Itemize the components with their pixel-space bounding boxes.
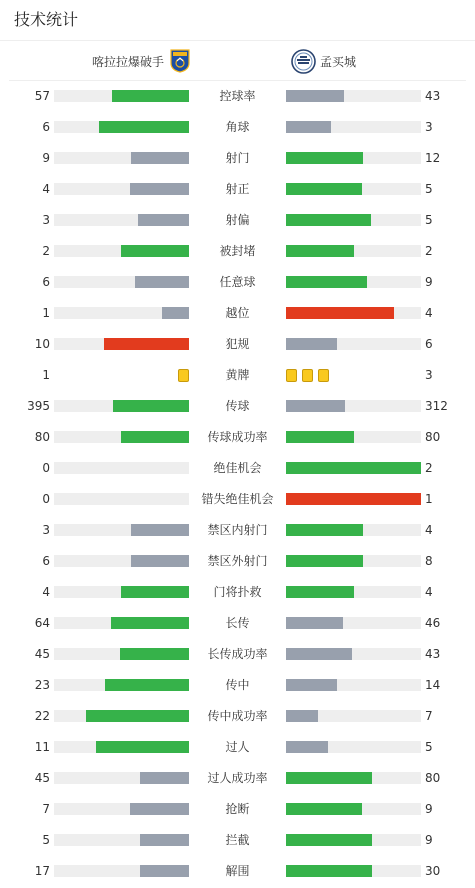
stat-label: 控球率	[219, 89, 256, 103]
stat-label: 过人	[225, 740, 250, 754]
stat-row	[0, 515, 475, 546]
away-bar-track	[286, 648, 421, 660]
stat-label: 犯规	[225, 337, 250, 351]
home-bar-fill	[99, 121, 189, 133]
home-value: 4	[42, 585, 50, 599]
stat-row	[0, 670, 475, 701]
home-bar-track	[54, 834, 189, 846]
away-bar-fill	[286, 493, 421, 505]
home-bar-track	[54, 152, 189, 164]
away-value: 43	[425, 89, 441, 103]
home-bar-track	[54, 865, 189, 877]
home-value: 45	[34, 771, 50, 785]
away-bar-track	[286, 307, 421, 319]
away-bar-track	[286, 741, 421, 753]
away-value: 9	[425, 275, 433, 289]
home-bar-fill	[111, 617, 189, 629]
home-bar-fill	[121, 586, 189, 598]
stat-row	[0, 112, 475, 143]
stat-row	[0, 174, 475, 205]
stat-label: 传球成功率	[207, 430, 268, 444]
home-bar-track	[54, 679, 189, 691]
away-bar-fill	[286, 772, 372, 784]
stat-label: 传中	[225, 678, 250, 692]
home-bar-track	[54, 648, 189, 660]
away-bar-fill	[286, 214, 371, 226]
stat-label: 射偏	[225, 213, 250, 227]
home-bar-fill	[140, 834, 189, 846]
away-value: 4	[425, 585, 433, 599]
away-value: 2	[425, 461, 433, 475]
stat-row	[0, 701, 475, 732]
away-bar-track	[286, 152, 421, 164]
home-value: 0	[42, 461, 50, 475]
home-bar-track	[54, 617, 189, 629]
stat-label: 抢断	[225, 802, 250, 816]
stat-row	[0, 267, 475, 298]
away-bar-fill	[286, 648, 352, 660]
away-bar-track	[286, 214, 421, 226]
stat-label: 禁区内射门	[207, 523, 268, 537]
home-value: 2	[42, 244, 50, 258]
away-value: 8	[425, 554, 433, 568]
stat-row	[0, 732, 475, 763]
yellow-card-icon	[318, 369, 329, 382]
away-bar-fill	[286, 276, 367, 288]
home-value: 6	[42, 554, 50, 568]
home-value: 1	[42, 368, 50, 382]
home-value: 0	[42, 492, 50, 506]
home-value: 17	[34, 864, 50, 878]
home-bar-track	[54, 431, 189, 443]
stat-label: 传球	[225, 399, 250, 413]
away-bar-track	[286, 400, 421, 412]
stat-row	[0, 453, 475, 484]
stat-row	[0, 81, 475, 112]
home-bar-track	[54, 276, 189, 288]
away-bar-fill	[286, 245, 354, 257]
home-bar-fill	[86, 710, 189, 722]
away-value: 5	[425, 740, 433, 754]
stat-label: 角球	[225, 120, 250, 134]
stat-label: 错失绝佳机会	[201, 492, 274, 506]
stat-row	[0, 608, 475, 639]
home-bar-track	[54, 90, 189, 102]
away-team[interactable]	[291, 49, 356, 74]
away-bar-track	[286, 90, 421, 102]
away-value: 7	[425, 709, 433, 723]
home-bar-track	[54, 493, 189, 505]
home-bar-fill	[131, 555, 189, 567]
away-bar-track	[286, 803, 421, 815]
stat-label: 门将扑救	[213, 585, 262, 599]
away-bar-track	[286, 493, 421, 505]
stat-label: 射正	[225, 182, 250, 196]
away-value: 4	[425, 306, 433, 320]
away-yellow-cards	[286, 369, 329, 382]
home-bar-track	[54, 307, 189, 319]
home-value: 7	[42, 802, 50, 816]
home-bar-track	[54, 245, 189, 257]
stat-label: 禁区外射门	[207, 554, 268, 568]
home-bar-fill	[162, 307, 189, 319]
away-bar-fill	[286, 183, 362, 195]
away-value: 80	[425, 771, 441, 785]
home-bar-fill	[105, 679, 189, 691]
away-bar-track	[286, 338, 421, 350]
stat-label: 越位	[225, 306, 250, 320]
away-value: 3	[425, 120, 433, 134]
away-bar-track	[286, 555, 421, 567]
away-value: 2	[425, 244, 433, 258]
away-bar-fill	[286, 152, 363, 164]
stat-row	[0, 298, 475, 329]
stat-row	[0, 577, 475, 608]
home-bar-track	[54, 710, 189, 722]
home-bar-fill	[131, 152, 189, 164]
stat-label: 被封堵	[219, 244, 256, 258]
home-bar-fill	[130, 183, 189, 195]
away-bar-fill	[286, 803, 362, 815]
home-bar-fill	[121, 245, 189, 257]
home-value: 6	[42, 275, 50, 289]
away-bar-fill	[286, 400, 345, 412]
away-value: 80	[425, 430, 441, 444]
away-bar-fill	[286, 338, 337, 350]
away-bar-track	[286, 431, 421, 443]
away-value: 312	[425, 399, 448, 413]
home-bar-fill	[96, 741, 189, 753]
stat-label: 解围	[225, 864, 250, 878]
stat-label: 拦截	[225, 833, 250, 847]
home-bar-fill	[140, 772, 189, 784]
home-value: 57	[34, 89, 50, 103]
home-value: 23	[34, 678, 50, 692]
away-bar-track	[286, 617, 421, 629]
stat-row	[0, 484, 475, 515]
away-bar-fill	[286, 90, 344, 102]
home-bar-fill	[135, 276, 189, 288]
away-value: 9	[425, 802, 433, 816]
away-bar-track	[286, 183, 421, 195]
away-bar-fill	[286, 586, 354, 598]
stat-label: 任意球	[219, 275, 256, 289]
home-value: 64	[34, 616, 50, 630]
home-bar-track	[54, 555, 189, 567]
home-bar-track	[54, 121, 189, 133]
home-value: 80	[34, 430, 50, 444]
away-value: 3	[425, 368, 433, 382]
away-value: 46	[425, 616, 441, 630]
away-value: 30	[425, 864, 441, 878]
home-bar-fill	[121, 431, 189, 443]
away-bar-fill	[286, 307, 394, 319]
away-bar-fill	[286, 741, 328, 753]
stat-row	[0, 639, 475, 670]
home-bar-track	[54, 586, 189, 598]
stat-row	[0, 794, 475, 825]
home-value: 5	[42, 833, 50, 847]
home-bar-fill	[140, 865, 189, 877]
stat-row	[0, 236, 475, 267]
stat-row	[0, 856, 475, 887]
away-bar-track	[286, 834, 421, 846]
away-value: 43	[425, 647, 441, 661]
yellow-card-icon	[302, 369, 313, 382]
away-bar-fill	[286, 710, 318, 722]
stat-label: 绝佳机会	[213, 461, 262, 475]
away-value: 1	[425, 492, 433, 506]
away-bar-track	[286, 710, 421, 722]
stat-label: 传中成功率	[207, 709, 268, 723]
teams-bar	[9, 41, 466, 81]
home-value: 6	[42, 120, 50, 134]
home-bar-track	[54, 338, 189, 350]
away-bar-fill	[286, 121, 331, 133]
away-value: 4	[425, 523, 433, 537]
stat-label: 长传成功率	[207, 647, 268, 661]
away-bar-track	[286, 524, 421, 536]
home-bar-fill	[104, 338, 189, 350]
home-bar-fill	[131, 524, 189, 536]
away-bar-track	[286, 245, 421, 257]
kerala-blasters-crest-icon	[170, 49, 190, 73]
home-value: 11	[34, 740, 50, 754]
home-value: 3	[42, 213, 50, 227]
away-bar-fill	[286, 555, 363, 567]
away-team-name: 孟买城	[320, 55, 357, 69]
stat-row	[0, 825, 475, 856]
away-value: 12	[425, 151, 441, 165]
stats-header	[0, 0, 475, 41]
mumbai-city-crest-icon	[291, 49, 316, 74]
home-value: 45	[34, 647, 50, 661]
stat-row	[0, 329, 475, 360]
home-bar-track	[54, 803, 189, 815]
home-bar-track	[54, 524, 189, 536]
home-value: 10	[34, 337, 50, 351]
away-bar-fill	[286, 524, 363, 536]
home-bar-track	[54, 772, 189, 784]
stat-row	[0, 422, 475, 453]
yellow-card-icon	[286, 369, 297, 382]
away-bar-fill	[286, 865, 372, 877]
away-bar-track	[286, 772, 421, 784]
away-bar-fill	[286, 462, 421, 474]
stat-row	[0, 205, 475, 236]
home-bar-track	[54, 741, 189, 753]
page-title: 技术统计	[14, 10, 79, 29]
away-value: 14	[425, 678, 441, 692]
home-bar-track	[54, 400, 189, 412]
home-bar-track	[54, 214, 189, 226]
home-team-name: 喀拉拉爆破手	[91, 54, 164, 69]
away-value: 5	[425, 213, 433, 227]
home-value: 3	[42, 523, 50, 537]
away-bar-fill	[286, 679, 337, 691]
away-bar-fill	[286, 834, 372, 846]
away-bar-track	[286, 121, 421, 133]
stat-row	[0, 391, 475, 422]
home-yellow-cards	[178, 369, 189, 382]
home-value: 395	[27, 399, 50, 413]
away-value: 6	[425, 337, 433, 351]
stat-label: 过人成功率	[207, 771, 268, 785]
home-value: 1	[42, 306, 50, 320]
stat-row	[0, 546, 475, 577]
home-value: 22	[34, 709, 50, 723]
away-bar-track	[286, 865, 421, 877]
home-bar-fill	[130, 803, 189, 815]
home-bar-track	[54, 183, 189, 195]
away-bar-track	[286, 679, 421, 691]
home-value: 9	[42, 151, 50, 165]
stat-label: 长传	[225, 616, 250, 630]
home-bar-track	[54, 462, 189, 474]
yellow-card-icon	[178, 369, 189, 382]
away-bar-track	[286, 276, 421, 288]
stat-label: 黄牌	[225, 368, 250, 382]
away-bar-fill	[286, 431, 354, 443]
away-bar-track	[286, 586, 421, 598]
home-team[interactable]	[92, 49, 190, 73]
home-bar-fill	[112, 90, 189, 102]
home-bar-fill	[138, 214, 189, 226]
away-bar-track	[286, 462, 421, 474]
home-value: 4	[42, 182, 50, 196]
stat-row	[0, 360, 475, 391]
away-bar-fill	[286, 617, 343, 629]
home-bar-fill	[120, 648, 189, 660]
away-value: 5	[425, 182, 433, 196]
stat-label: 射门	[225, 151, 250, 165]
stat-row	[0, 143, 475, 174]
stat-row	[0, 763, 475, 794]
away-value: 9	[425, 833, 433, 847]
home-bar-fill	[113, 400, 189, 412]
